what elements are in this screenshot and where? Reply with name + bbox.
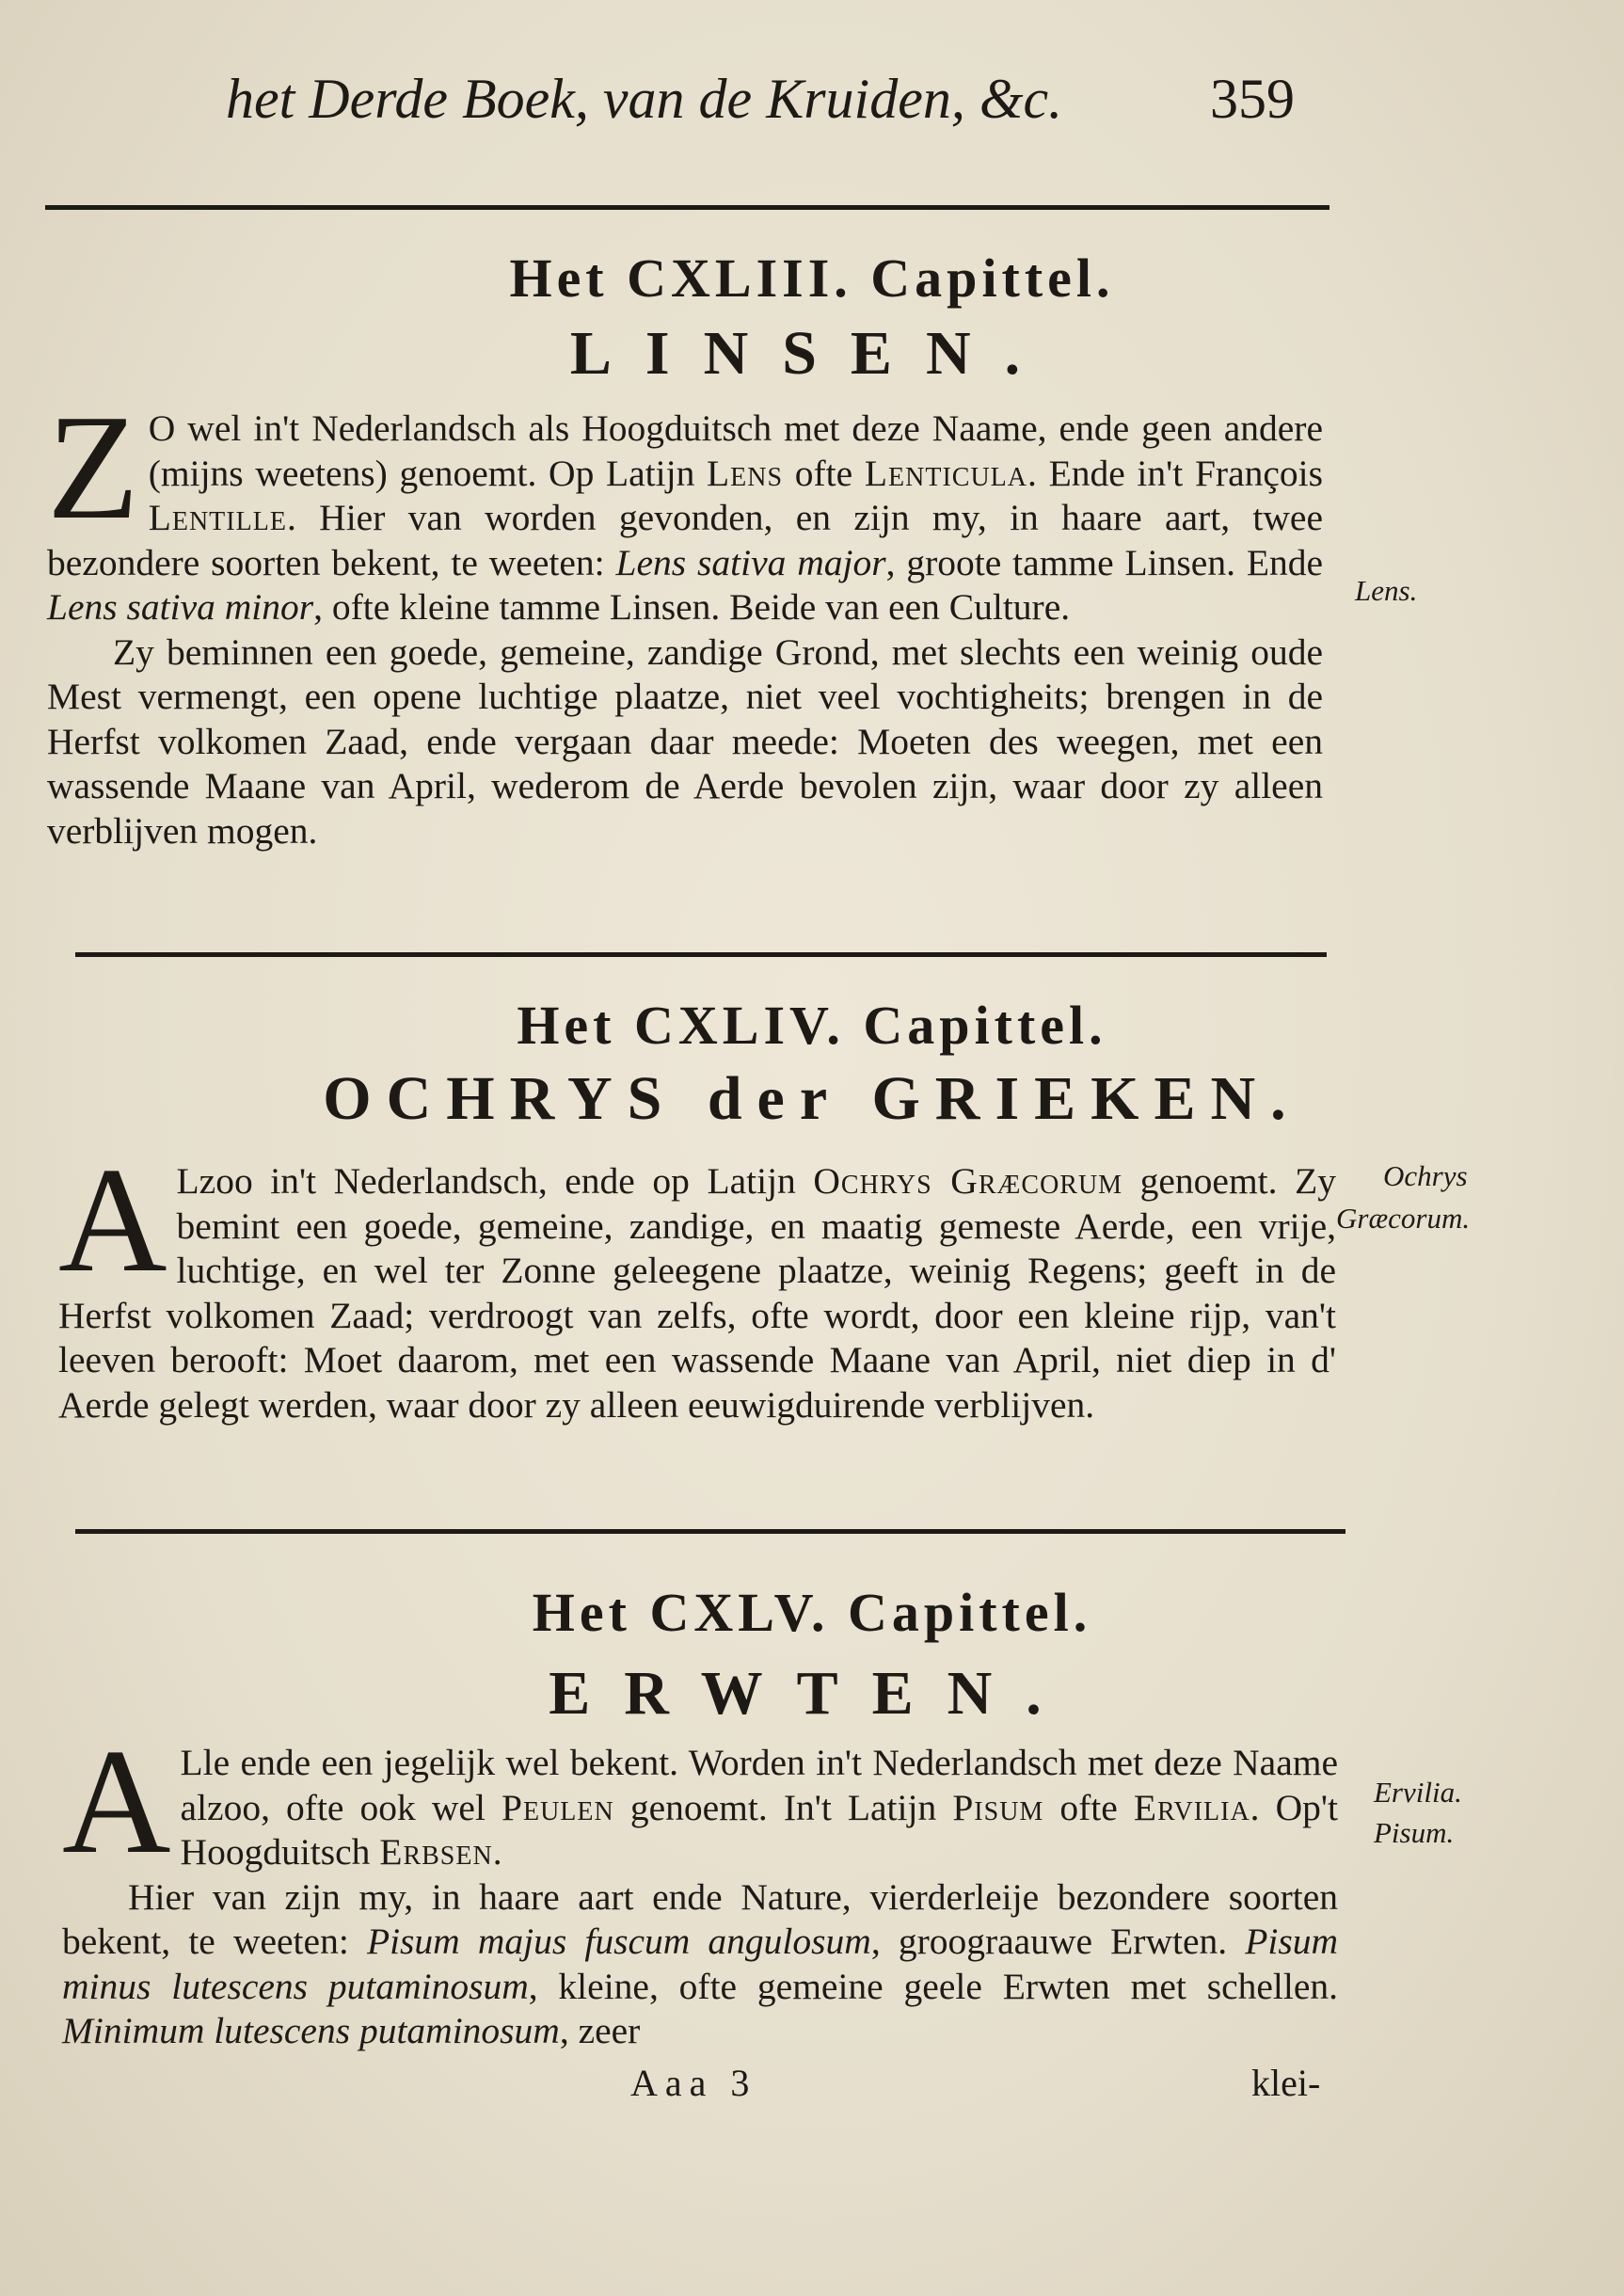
text-run: Ervilia (1133, 1786, 1250, 1828)
chapter-heading-3: Het CXLV. Capittel. (532, 1582, 1092, 1643)
drop-cap: A (58, 1136, 167, 1303)
paragraph (62, 1717, 1339, 1885)
text-run: Pisum minus lutescens putaminosum (62, 1921, 1339, 2007)
text-run: Lentille (148, 497, 287, 538)
text-run: Erbsen (379, 1831, 493, 1873)
header-rule (45, 205, 1329, 210)
paragraph-text (181, 1742, 1338, 1873)
text-run: . Ende in't François (1027, 452, 1323, 494)
text-run: , groograauwe Erwten. (870, 1921, 1246, 1962)
text-run: genoemt. In't Latijn (613, 1786, 953, 1828)
margin-note: Pisum. (1374, 1816, 1455, 1849)
text-run: . (492, 1831, 502, 1873)
text-run: , kleine, ofte gemeine geele Erwten met schellen. (528, 1965, 1338, 2007)
text-run: ofte (783, 452, 865, 494)
margin-note: Ervilia. (1374, 1776, 1462, 1809)
margin-note: Lens. (1355, 574, 1418, 607)
paragraph-text (47, 383, 1323, 628)
text-run: Lenticula (864, 452, 1027, 494)
chapter-title-2: OCHRYS der GRIEKEN. (323, 1064, 1301, 1133)
text-run: Peulen (502, 1786, 614, 1828)
text-run: , zeer (559, 2010, 641, 2051)
chapter-heading-1: Het CXLIII. Capittel. (509, 247, 1115, 309)
text-run: Ochrys Græcorum (813, 1160, 1123, 1202)
section-2-body (58, 1136, 1336, 1427)
drop-cap: A (62, 1717, 171, 1885)
text-run: Lle ende een jegelijk wel bekent. Worden in't Nederlandsch met deze Naame alzoo, ofte ook wel (180, 1742, 1338, 1828)
text-run: . Op't Hoogduitsch (180, 1786, 1339, 1873)
catchword: klei- (1251, 2062, 1321, 2104)
section-1-body (47, 383, 1323, 853)
section-3-body (62, 1717, 1339, 2054)
chapter-title-3: ERWTEN. (549, 1659, 1075, 1728)
text-run: . Hier van worden gevonden, en zijn my, in haare aart, twee bezondere soorten bekent, te weeten: (47, 497, 1323, 583)
text-run: Lens (707, 452, 784, 494)
section-rule (75, 1529, 1345, 1534)
paragraph (62, 1875, 1338, 2054)
paragraph (47, 630, 1323, 854)
text-run: Lens sativa minor (47, 586, 314, 628)
text-run: Zy beminnen een goede, gemeine, zandige Grond, met slechts een weinig oude Mest vermengt, een opene luchtige plaatze, niet veel vochtigheits; brengen in de Herfst volkomen Zaad, ende vergaan daar meede: Moeten des weegen, met een wassende Maane van April, wederom de Aerde bevolen zijn, waar door zy alleen verblijven mogen. (47, 630, 1323, 852)
text-run: ofte (1043, 1786, 1134, 1828)
margin-note: Græcorum. (1336, 1202, 1471, 1235)
text-run: Hier van zijn my, in haare aart ende Nature, vierderleije bezondere soorten bekent, te weeten: (62, 1875, 1338, 1962)
signature-mark: Aaa 3 (630, 2062, 757, 2104)
running-header (226, 66, 1308, 132)
text-run: , groote tamme Linsen. Ende (885, 541, 1323, 583)
paragraph-text (62, 1876, 1338, 2052)
chapter-heading-2: Het CXLIV. Capittel. (517, 995, 1107, 1056)
paragraph (58, 1136, 1336, 1427)
text-run: Lzoo in't Nederlandsch, ende op Latijn (176, 1160, 814, 1202)
running-title: het Derde Boek, van de Kruiden, &c. (226, 68, 1063, 130)
text-run: Lens sativa major (615, 541, 886, 583)
text-run: Pisum majus fuscum angulosum (366, 1921, 871, 1962)
section-rule (75, 952, 1327, 957)
text-run: , ofte kleine tamme Linsen. Beide van een Culture. (313, 586, 1071, 628)
text-run: genoemt. Zy bemint een goede, gemeine, zandige, en maatig gemeste Aerde, een vrije, luchtige, en wel ter Zonne geleegene plaatze, weinig Regens; geeft in de Herfst volkomen Zaad; verdroogt van zelfs, ofte wordt, door een kleine rijp, van't leeven berooft: Moet daarom, met een wassende Maane van April, niet diep in d' Aerde gelegt werden, waar door zy alleen eeuwigduirende verblijven. (58, 1160, 1336, 1426)
page-number: 359 (1210, 68, 1295, 130)
text-run: Minimum lutescens putaminosum (62, 2010, 560, 2051)
paragraph-text (47, 631, 1323, 852)
text-run: Pisum (952, 1786, 1044, 1828)
drop-cap: Z (47, 383, 139, 550)
paragraph (47, 383, 1323, 630)
text-run: O wel in't Nederlandsch als Hoogduitsch met deze Naame, ende geen andere (mijns weetens) genoemt. Op Latijn (148, 407, 1323, 494)
chapter-title-1: LINSEN. (569, 319, 1055, 388)
margin-note: Ochrys (1383, 1159, 1468, 1192)
paragraph-text (58, 1136, 1336, 1426)
